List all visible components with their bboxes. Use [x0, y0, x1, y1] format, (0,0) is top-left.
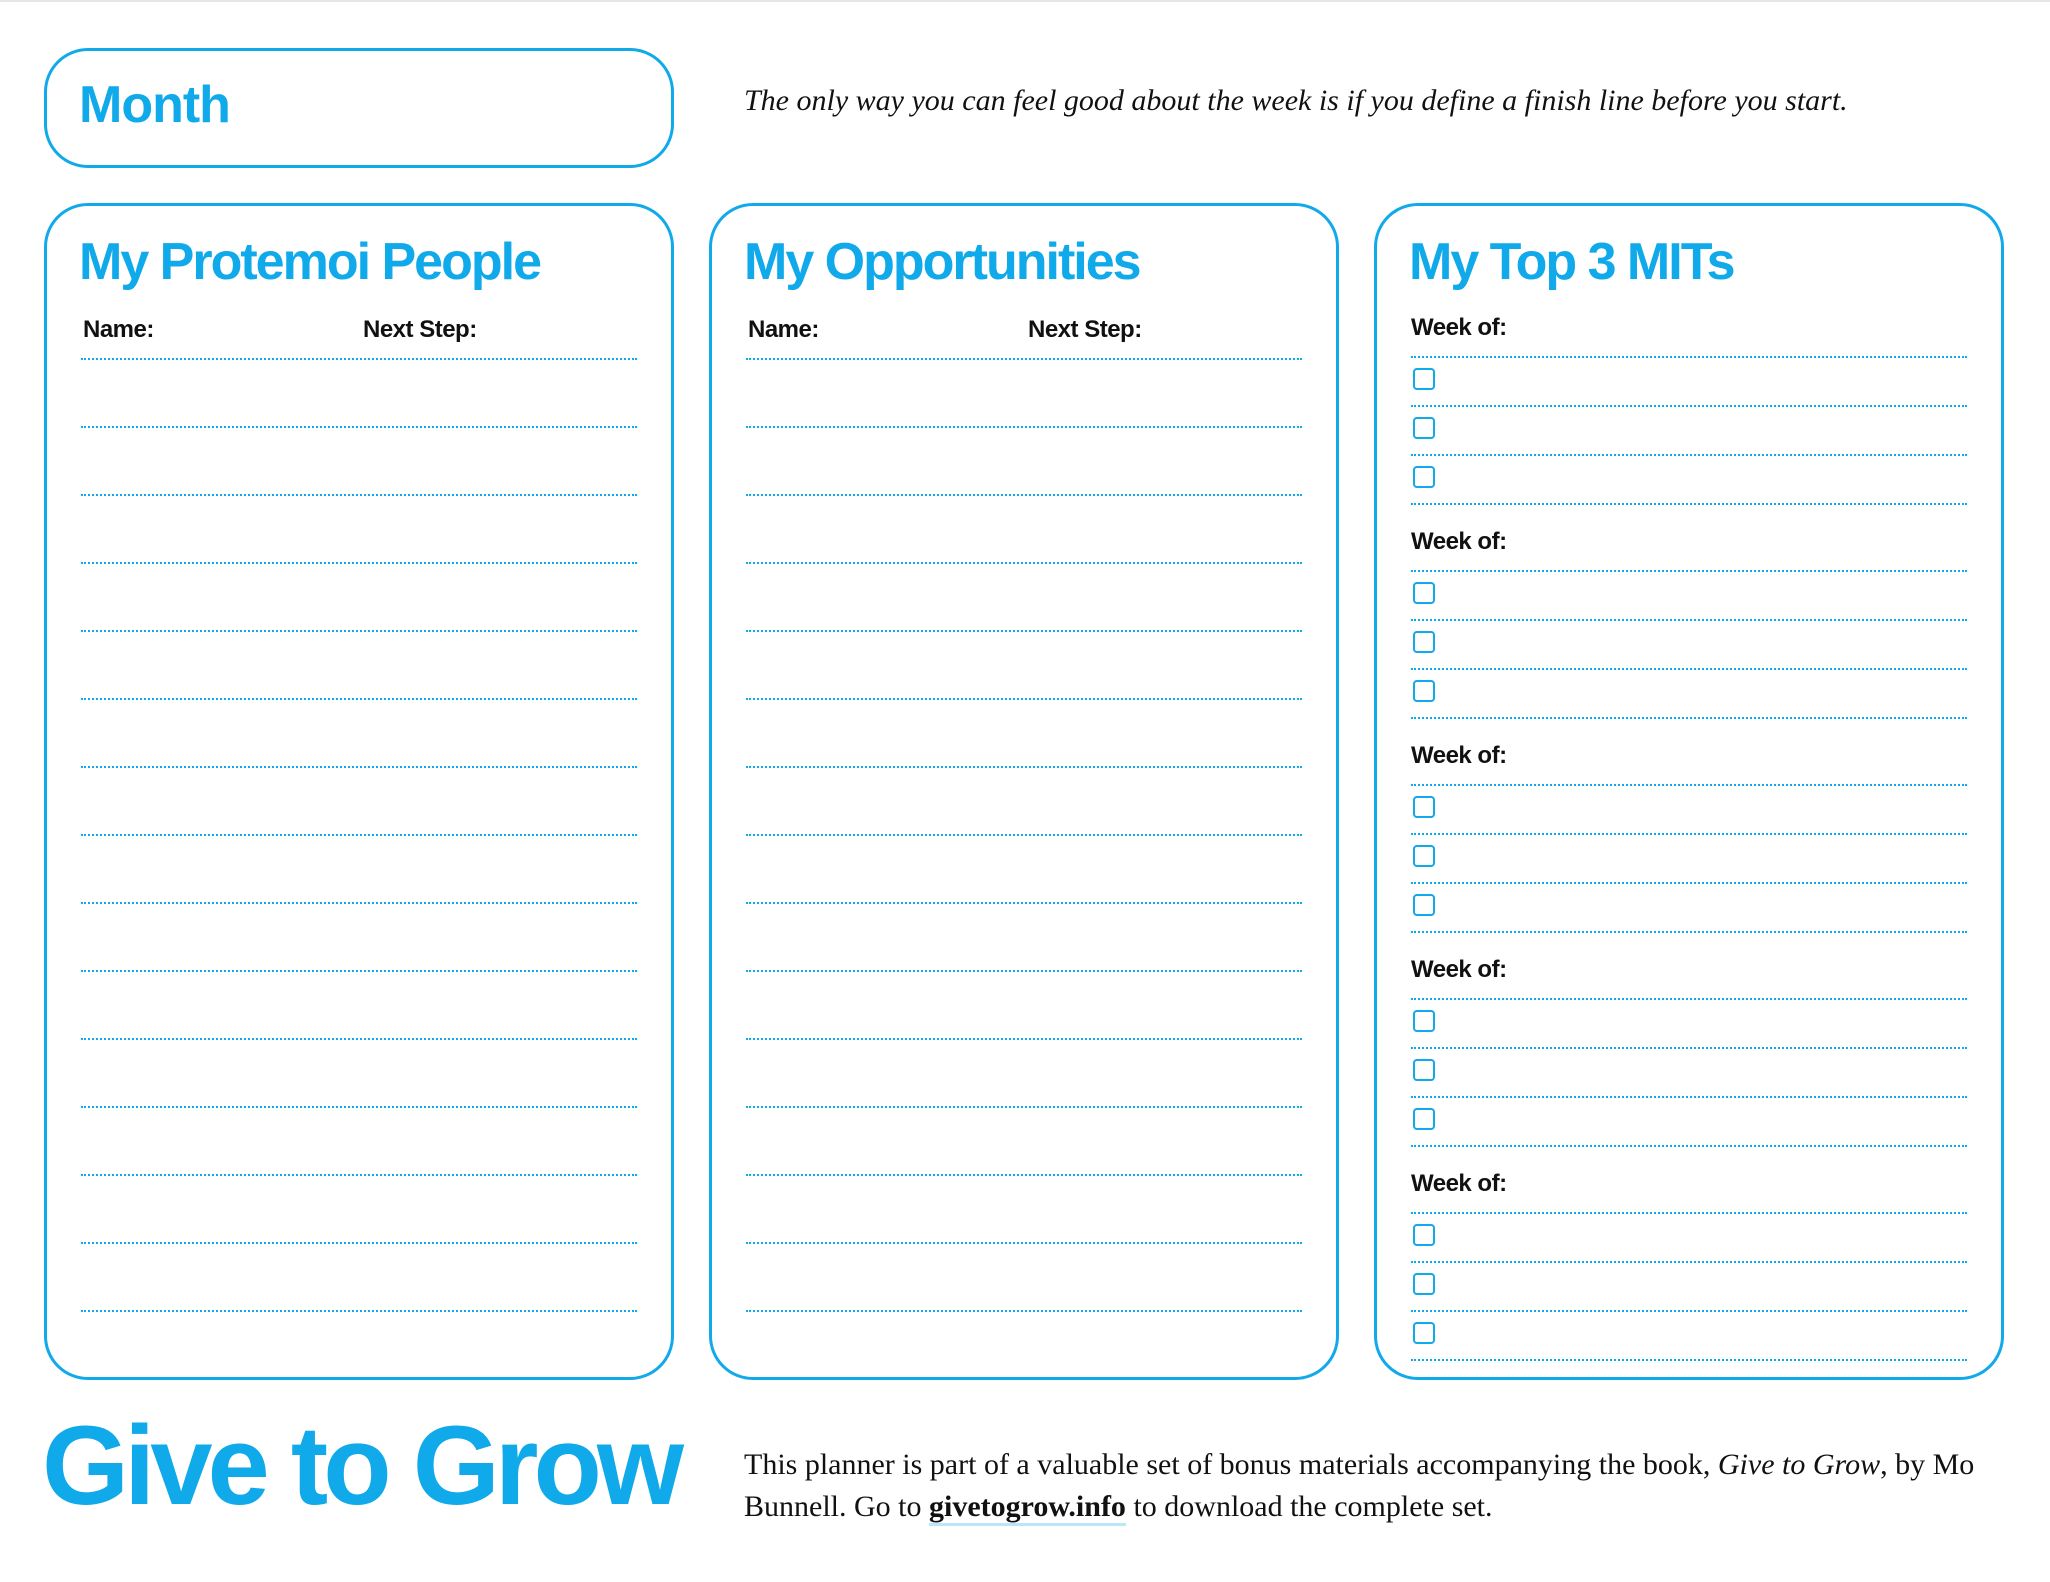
write-line[interactable]: [746, 358, 1302, 360]
mit-checkbox[interactable]: [1413, 894, 1435, 916]
name-column-label: Name:: [748, 316, 819, 343]
write-line[interactable]: [1411, 833, 1967, 835]
write-line[interactable]: [1411, 503, 1967, 505]
write-line[interactable]: [746, 1106, 1302, 1108]
opportunities-panel: [709, 203, 1339, 1380]
mit-checkbox[interactable]: [1413, 1224, 1435, 1246]
month-box[interactable]: [44, 48, 674, 168]
book-title: Give to Grow: [1717, 1448, 1881, 1481]
write-line[interactable]: [746, 902, 1302, 904]
write-line[interactable]: [746, 1242, 1302, 1244]
mit-checkbox[interactable]: [1413, 1108, 1435, 1130]
write-line[interactable]: [1411, 619, 1967, 621]
protemoi-panel: [44, 203, 674, 1380]
name-column-label: Name:: [83, 316, 154, 343]
top-border: [0, 0, 2050, 2]
write-line[interactable]: [746, 970, 1302, 972]
write-line[interactable]: [746, 1038, 1302, 1040]
write-line[interactable]: [1411, 1047, 1967, 1049]
footer-text-mid: , by Mo Bunnell. Go to: [744, 1448, 1975, 1523]
write-line[interactable]: [746, 1310, 1302, 1312]
week-of-label: Week of:: [1411, 742, 1507, 769]
write-line[interactable]: [81, 834, 637, 836]
write-line[interactable]: [1411, 998, 1967, 1000]
write-line[interactable]: [1411, 1310, 1967, 1312]
write-line[interactable]: [1411, 1212, 1967, 1214]
mit-checkbox[interactable]: [1413, 845, 1435, 867]
next-step-column-label: Next Step:: [363, 316, 477, 343]
footer-text-before: This planner is part of a valuable set of bonus materials accompanying the book,: [744, 1448, 1711, 1481]
week-of-label: Week of:: [1411, 528, 1507, 555]
mit-checkbox[interactable]: [1413, 680, 1435, 702]
mit-checkbox[interactable]: [1413, 1273, 1435, 1295]
write-line[interactable]: [1411, 570, 1967, 572]
write-line[interactable]: [81, 494, 637, 496]
write-line[interactable]: [1411, 1359, 1967, 1361]
write-line[interactable]: [81, 698, 637, 700]
quote-text: The only way you can feel good about the week is if you define a finish line before you start.: [744, 84, 1848, 117]
write-line[interactable]: [81, 970, 637, 972]
mit-checkbox[interactable]: [1413, 631, 1435, 653]
panel-title: My Top 3 MITs: [1409, 233, 1734, 291]
write-line[interactable]: [1411, 454, 1967, 456]
write-line[interactable]: [81, 562, 637, 564]
write-line[interactable]: [746, 562, 1302, 564]
footer-text: [744, 1444, 1994, 1528]
week-of-label: Week of:: [1411, 1170, 1507, 1197]
write-line[interactable]: [81, 426, 637, 428]
write-line[interactable]: [81, 766, 637, 768]
write-line[interactable]: [1411, 1261, 1967, 1263]
mit-checkbox[interactable]: [1413, 368, 1435, 390]
write-line[interactable]: [81, 1106, 637, 1108]
write-line[interactable]: [746, 766, 1302, 768]
mits-panel: [1374, 203, 2004, 1380]
panel-title: My Opportunities: [744, 233, 1140, 291]
mit-checkbox[interactable]: [1413, 1059, 1435, 1081]
write-line[interactable]: [81, 1174, 637, 1176]
mit-checkbox[interactable]: [1413, 1322, 1435, 1344]
write-line[interactable]: [746, 698, 1302, 700]
write-line[interactable]: [81, 1038, 637, 1040]
week-of-label: Week of:: [1411, 956, 1507, 983]
mit-checkbox[interactable]: [1413, 582, 1435, 604]
mit-checkbox[interactable]: [1413, 466, 1435, 488]
write-line[interactable]: [1411, 717, 1967, 719]
write-line[interactable]: [1411, 668, 1967, 670]
write-line[interactable]: [81, 358, 637, 360]
write-line[interactable]: [746, 1174, 1302, 1176]
write-line[interactable]: [1411, 882, 1967, 884]
write-line[interactable]: [1411, 1145, 1967, 1147]
write-line[interactable]: [81, 1242, 637, 1244]
write-line[interactable]: [1411, 405, 1967, 407]
write-line[interactable]: [746, 630, 1302, 632]
write-line[interactable]: [81, 630, 637, 632]
write-line[interactable]: [746, 834, 1302, 836]
mit-checkbox[interactable]: [1413, 417, 1435, 439]
next-step-column-label: Next Step:: [1028, 316, 1142, 343]
write-line[interactable]: [81, 902, 637, 904]
write-line[interactable]: [1411, 784, 1967, 786]
write-line[interactable]: [1411, 931, 1967, 933]
week-of-label: Week of:: [1411, 314, 1507, 341]
write-line[interactable]: [1411, 356, 1967, 358]
write-line[interactable]: [746, 494, 1302, 496]
mit-checkbox[interactable]: [1413, 1010, 1435, 1032]
footer-text-after: to download the complete set.: [1133, 1490, 1493, 1523]
write-line[interactable]: [81, 1310, 637, 1312]
month-label: Month: [79, 76, 230, 134]
panel-title: My Protemoi People: [79, 233, 540, 291]
mit-checkbox[interactable]: [1413, 796, 1435, 818]
website-link[interactable]: givetogrow.info: [929, 1490, 1126, 1526]
write-line[interactable]: [1411, 1096, 1967, 1098]
brand-logo: Give to Grow: [42, 1403, 679, 1528]
write-line[interactable]: [746, 426, 1302, 428]
